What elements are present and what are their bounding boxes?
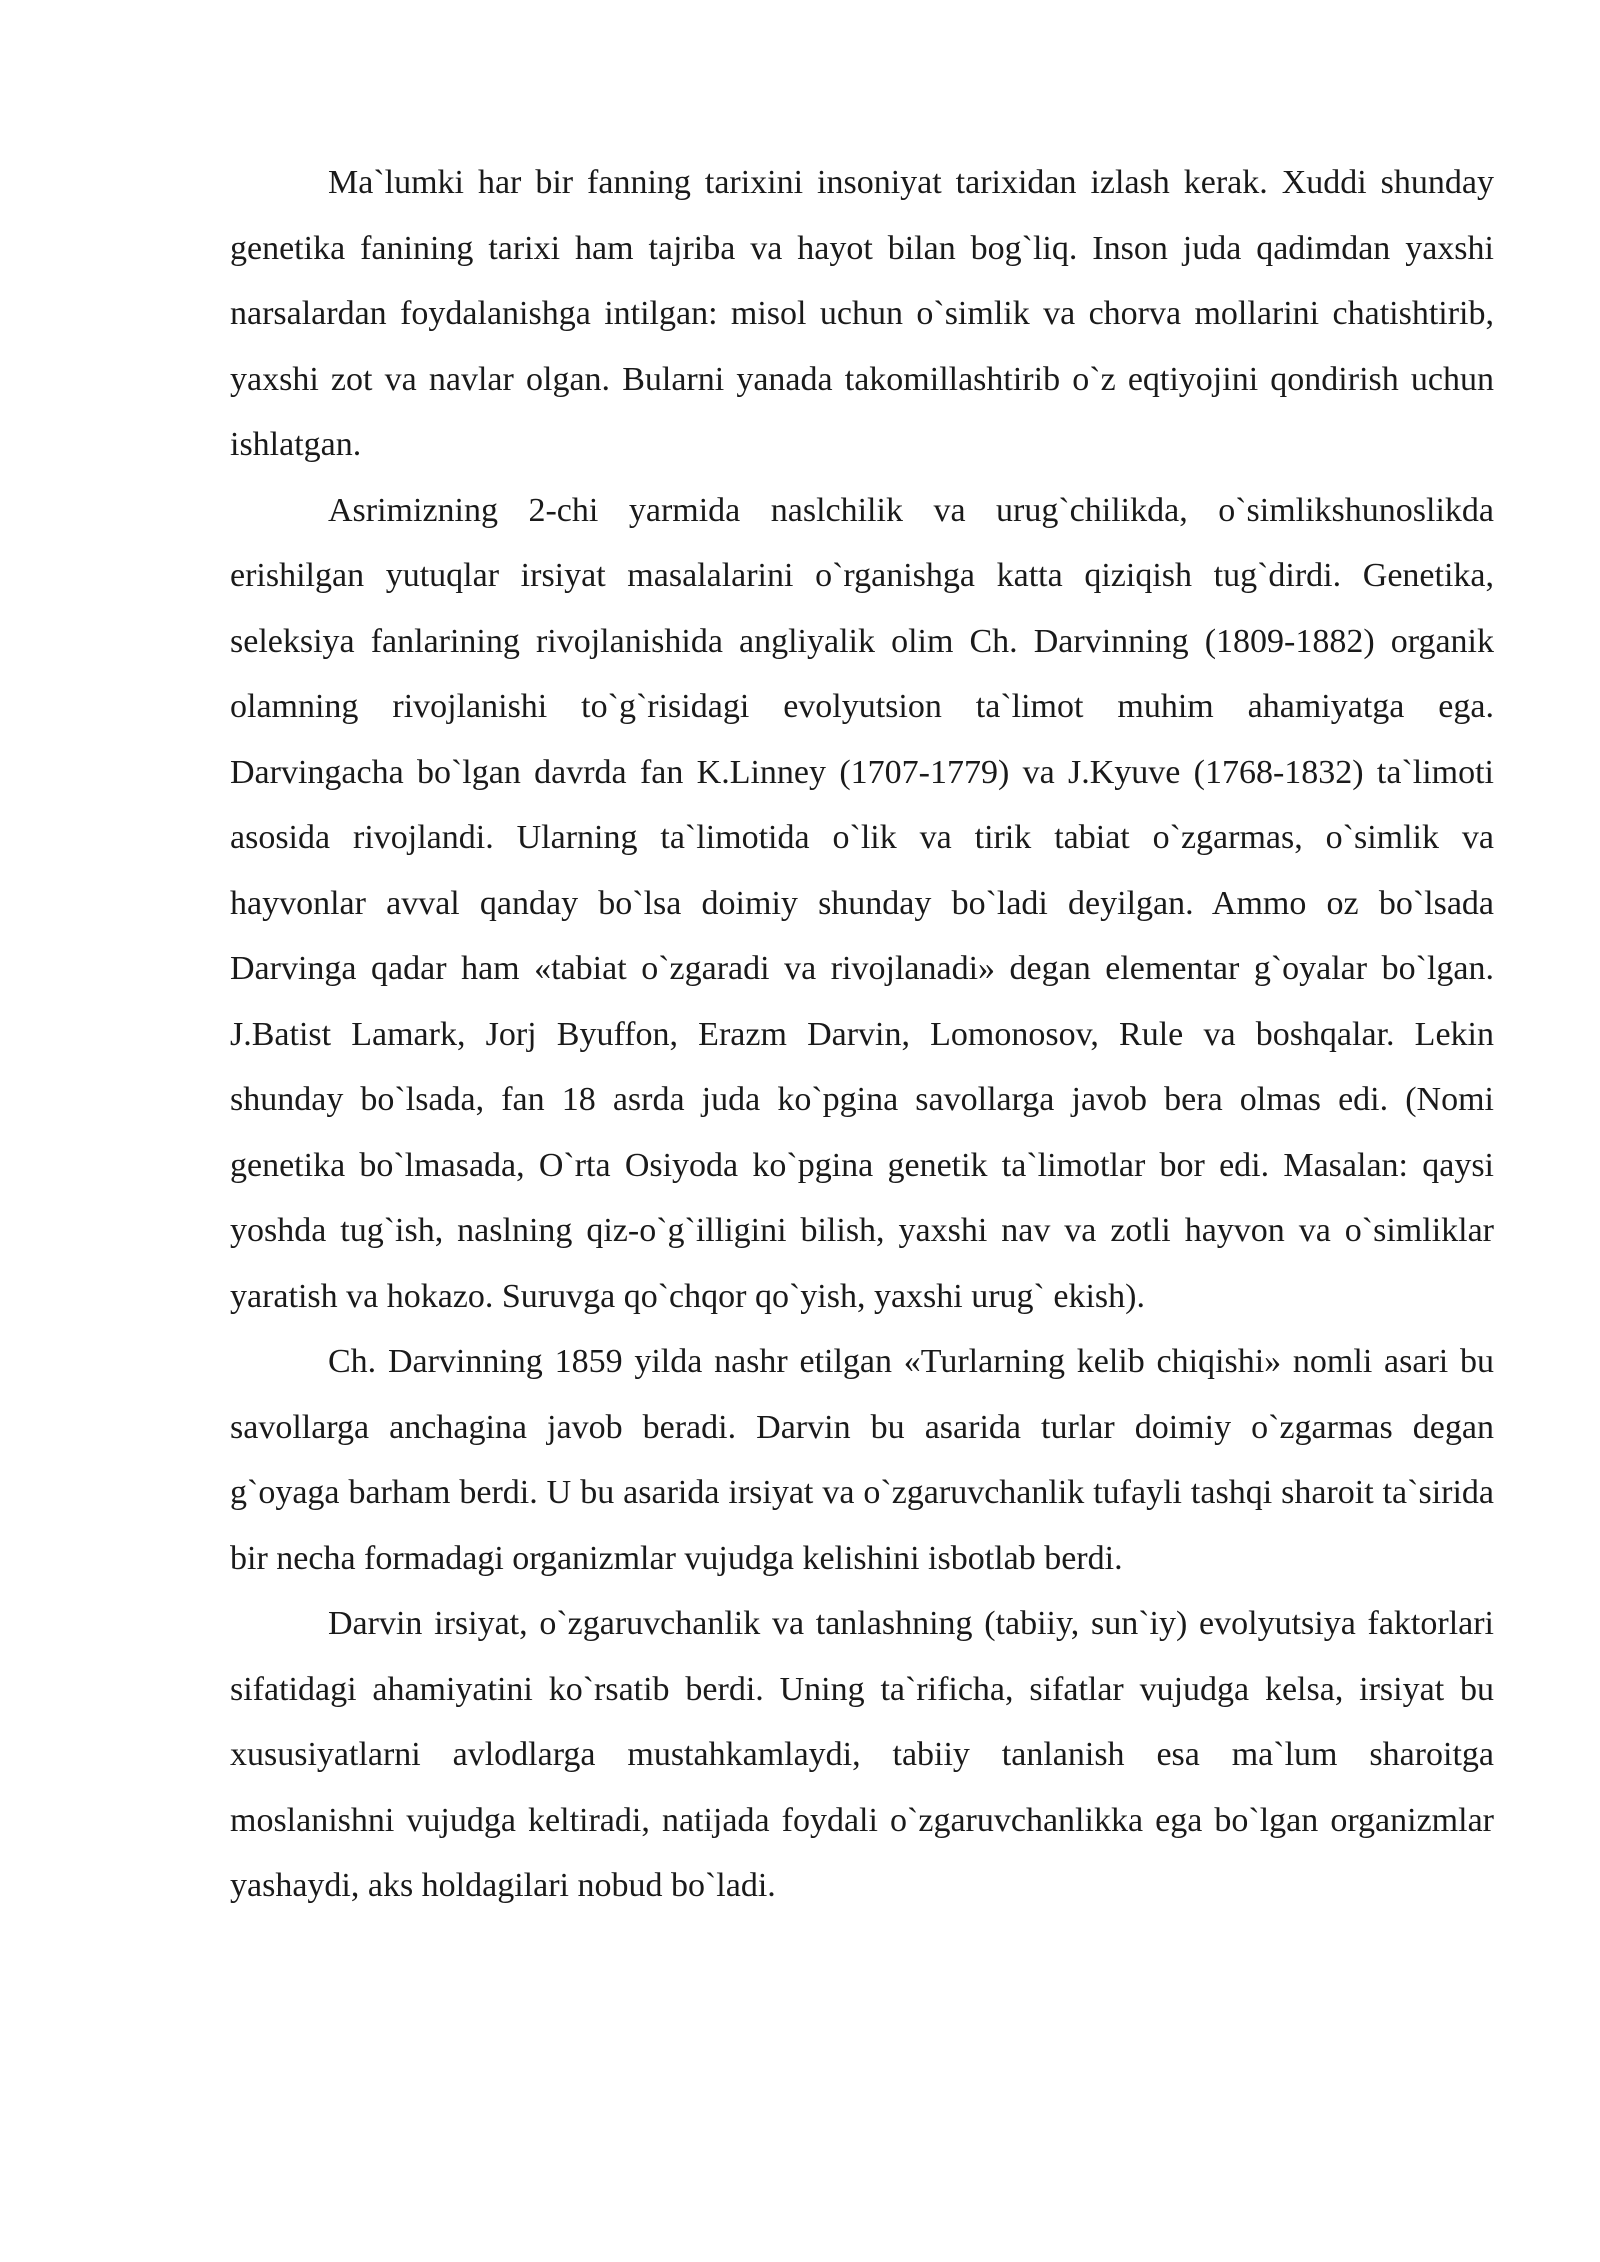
- paragraph-pre-darwin-theories: Asrimizning 2-chi yarmida naslchilik va urug`chilikda, o`simlikshunoslikda erishilgan yutuqlar irsiyat masalalarini o`rganishga katta qiziqish tug`dirdi. Genetika, seleksiya fanlarining rivojlanishida angliyalik olim Ch. Darvinning (1809-1882) organik olamning rivojlanishi to`g`risidagi evolyutsion ta`limot muhim ahamiyatga ega. Darvingacha bo`lgan davrda fan K.Linney (1707-1779) va J.Kyuve (1768-1832) ta`limoti asosida rivojlandi. Ularning ta`limotida o`lik va tirik tabiat o`zgarmas, o`simlik va hayvonlar avval qanday bo`lsa doimiy shunday bo`ladi deyilgan. Ammo oz bo`lsada Darvinga qadar ham «tabiat o`zgaradi va rivojlanadi» degan elementar g`oyalar bo`lgan. J.Batist Lamark, Jorj Byuffon, Erazm Darvin, Lomonosov, Rule va boshqalar. Lekin shunday bo`lsada, fan 18 asrda juda ko`pgina savollarga javob bera olmas edi. (Nomi genetika bo`lmasada, O`rta Osiyoda ko`pgina genetik ta`limotlar bor edi. Masalan: qaysi yoshda tug`ish, naslning qiz-o`g`illigini bilish, yaxshi nav va zotli hayvon va o`simliklar yaratish va hokazo. Suruvga qo`chqor qo`yish, yaxshi urug` ekish).: [230, 491, 1494, 1315]
- paragraph-origin-of-species: Ch. Darvinning 1859 yilda nashr etilgan «Turlarning kelib chiqishi» nomli asari bu savollarga anchagina javob beradi. Darvin bu asarida turlar doimiy o`zgarmas degan g`oyaga barham berdi. U bu asarida irsiyat va o`zgaruvchanlik tufayli tashqi sharoit ta`sirida bir necha formadagi organizmlar vujudga kelishini isbotlab berdi.: [230, 1343, 1494, 1577]
- paragraph-history-of-genetics: Ma`lumki har bir fanning tarixini insoniyat tarixidan izlash kerak. Xuddi shunday genetika fanining tarixi ham tajriba va hayot bilan bog`liq. Inson juda qadimdan yaxshi narsalardan foydalanishga intilgan: misol uchun o`simlik va chorva mollarini chatishtirib, yaxshi zot va navlar olgan. Bularni yanada takomillashtirib o`z eqtiyojini qondirish uchun ishlatgan.: [230, 164, 1494, 463]
- document-page: [230, 150, 1494, 1919]
- paragraph-evolution-factors: Darvin irsiyat, o`zgaruvchanlik va tanlashning (tabiiy, sun`iy) evolyutsiya faktorlari sifatidagi ahamiyatini ko`rsatib berdi. Uning ta`rificha, sifatlar vujudga kelsa, irsiyat bu xususiyatlarni avlodlarga mustahkamlaydi, tabiiy tanlanish esa ma`lum sharoitga moslanishni vujudga keltiradi, natijada foydali o`zgaruvchanlikka ega bo`lgan organizmlar yashaydi, aks holdagilari nobud bo`ladi.: [230, 1605, 1494, 1904]
